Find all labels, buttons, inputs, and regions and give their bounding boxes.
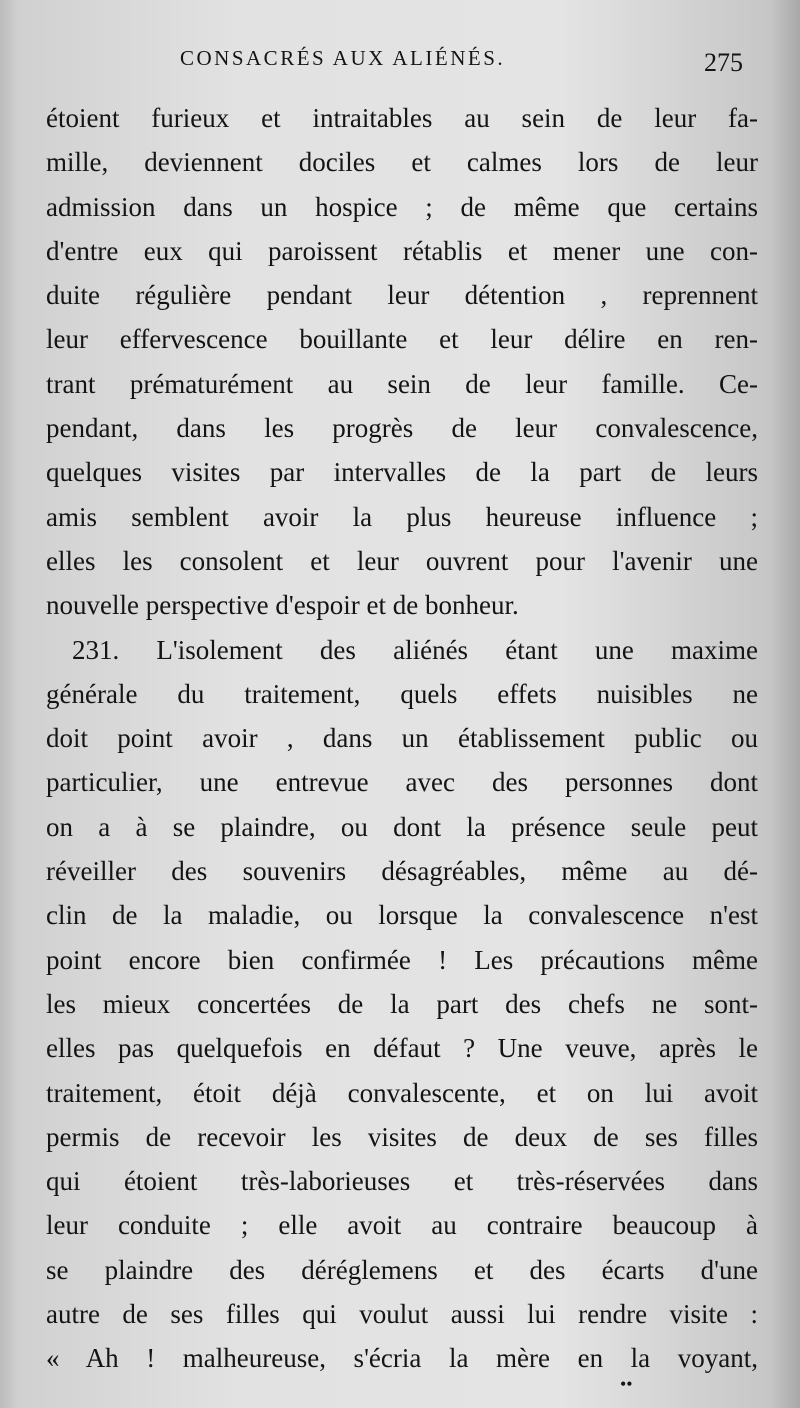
text-line: on a à se plaindre, ou dont la présence seule peut — [46, 811, 758, 842]
page-shadow-right — [770, 0, 800, 1408]
text-line: quelques visites par intervalles de la part de leurs — [46, 457, 758, 488]
text-line: amis semblent avoir la plus heureuse influence ; — [46, 501, 758, 532]
page-number: 275 — [704, 48, 743, 77]
text-line: d'entre eux qui paroissent rétablis et mener une con- — [46, 235, 758, 266]
text-line: doit point avoir , dans un établissement public ou — [46, 723, 758, 754]
section-start-line: 231. L'isolement des aliénés étant une maxime — [72, 634, 758, 665]
paragraph-end-line: nouvelle perspective d'espoir et de bonheur. — [46, 590, 519, 621]
page-shadow-left — [0, 0, 18, 1408]
text-line: trant prématurément au sein de leur famille. Ce- — [46, 368, 758, 399]
text-line: duite régulière pendant leur détention , reprennent — [46, 280, 758, 311]
text-line: traitement, étoit déjà convalescente, et on lui avoit — [46, 1077, 758, 1108]
text-line: permis de recevoir les visites de deux de ses filles — [46, 1121, 758, 1152]
text-line: générale du traitement, quels effets nuisibles ne — [46, 678, 758, 709]
text-line: autre de ses filles qui voulut aussi lui rendre visite : — [46, 1299, 758, 1330]
text-line: clin de la maladie, ou lorsque la convalescence n'est — [46, 900, 758, 931]
text-line: elles les consolent et leur ouvrent pour l'avenir une — [46, 545, 758, 576]
running-head: CONSACRÉS AUX ALIÉNÉS. — [180, 46, 506, 70]
text-line: qui étoient très-laborieuses et très-réservées dans — [46, 1166, 758, 1197]
text-line: particulier, une entrevue avec des personnes dont — [46, 767, 758, 798]
text-line: pendant, dans les progrès de leur convalescence, — [46, 413, 758, 444]
text-line: elles pas quelquefois en défaut ? Une veuve, après le — [46, 1033, 758, 1064]
text-line: se plaindre des déréglemens et des écarts d'une — [46, 1254, 758, 1285]
body-text — [46, 96, 758, 1381]
text-line: mille, deviennent dociles et calmes lors de leur — [46, 147, 758, 178]
text-line: étoient furieux et intraitables au sein de leur fa- — [46, 103, 758, 133]
text-line: leur conduite ; elle avoit au contraire beaucoup à — [46, 1210, 758, 1241]
signature-mark: •• — [620, 1374, 633, 1394]
text-line: réveiller des souvenirs désagréables, même au dé- — [46, 856, 758, 887]
text-line: admission dans un hospice ; de même que certains — [46, 191, 758, 222]
text-line: les mieux concertées de la part des chefs ne sont- — [46, 988, 758, 1019]
text-line: leur effervescence bouillante et leur délire en ren- — [46, 324, 758, 355]
text-line: « Ah ! malheureuse, s'écria la mère en la voyant, — [46, 1343, 758, 1374]
text-line: point encore bien confirmée ! Les précautions même — [46, 944, 758, 975]
